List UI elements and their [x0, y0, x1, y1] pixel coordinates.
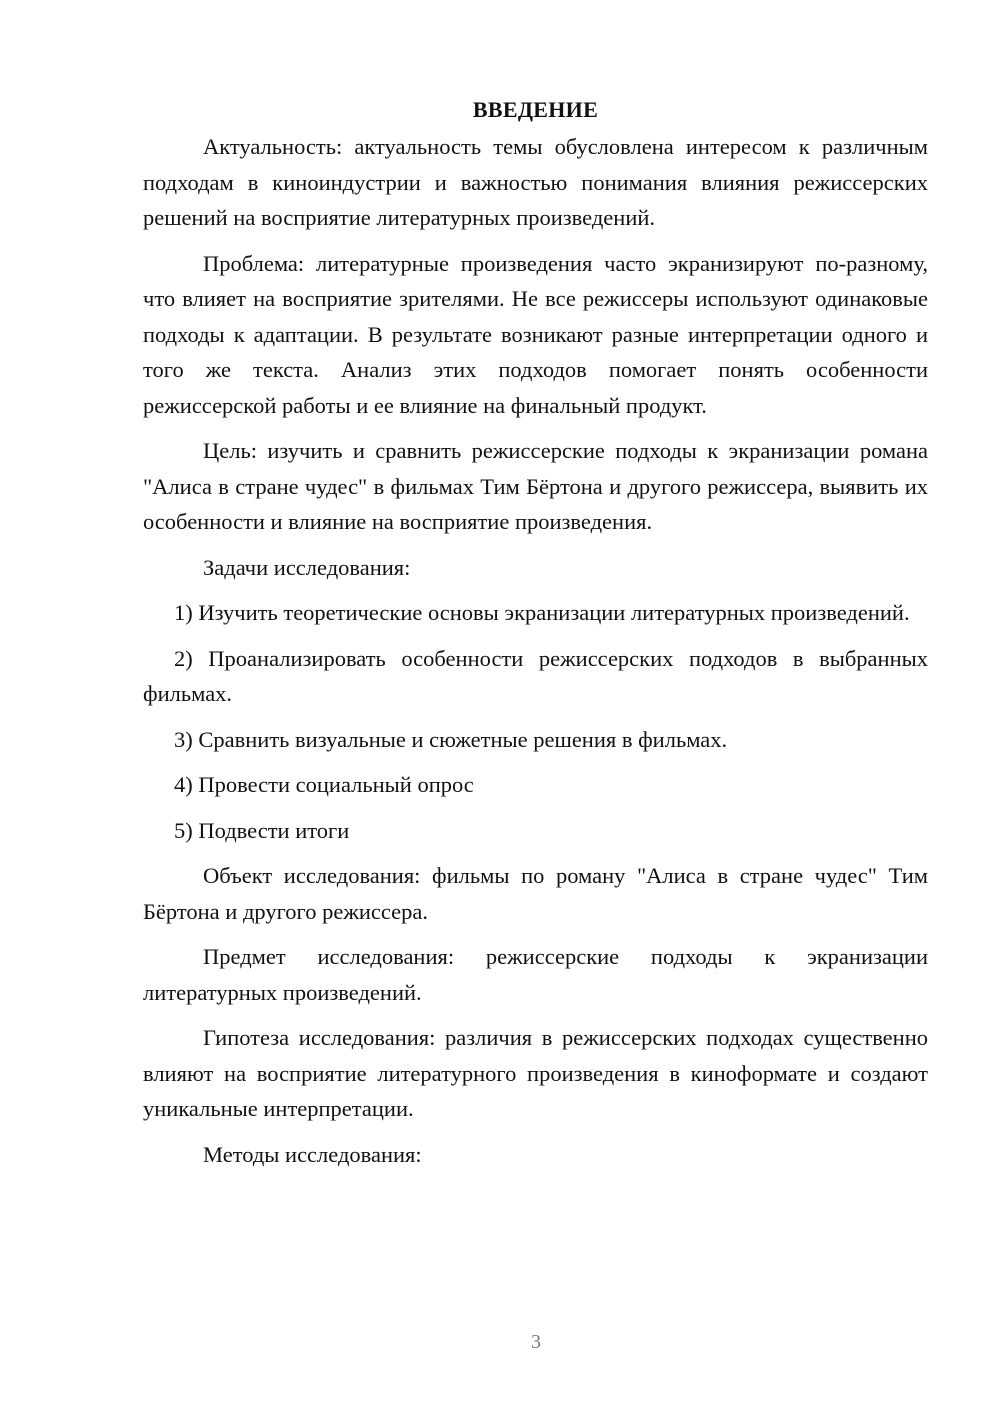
task-item-3: 3) Сравнить визуальные и сюжетные решения в фильмах. — [174, 726, 728, 752]
section-title: ВВЕДЕНИЕ — [472, 97, 599, 122]
task-item-5: 5) Подвести итоги — [174, 817, 350, 843]
tasks-heading: Задачи исследования: — [203, 554, 411, 580]
page-number: 3 — [531, 1331, 541, 1353]
paragraph-object: Объект исследования: фильмы по роману "Алиса в стране чудес" Тим Бёртона и другого режиссера. — [143, 863, 928, 924]
paragraph-subject: Предмет исследования: режиссерские подходы к экранизации литературных произведений. — [143, 944, 928, 1005]
task-item-2: 2) Проанализировать особенности режиссерских подходов в выбранных фильмах. — [143, 645, 928, 706]
task-item-4: 4) Провести социальный опрос — [174, 772, 474, 797]
paragraph-hypothesis: Гипотеза исследования: различия в режиссерских подходах существенно влияют на восприятие литературного произведения в киноформате и создают уникальные интерпретации. — [143, 1025, 928, 1121]
page-content — [143, 94, 928, 1182]
paragraph-goal: Цель: изучить и сравнить режиссерские подходы к экранизации романа "Алиса в стране чудес" в фильмах Тим Бёртона и другого режиссера, выявить их особенности и влияние на восприятие произведения. — [143, 438, 928, 534]
paragraph-methods: Методы исследования: — [203, 1141, 422, 1167]
task-item-1: 1) Изучить теоретические основы экранизации литературных произведений. — [174, 600, 910, 625]
paragraph-problem: Проблема: литературные произведения часто экранизируют по-разному, что влияет на восприятие зрителями. Не все режиссеры используют одинаковые подходы к адаптации. В результате возникают разные интерпретации одного и того же текста. Анализ этих подходов помогает понять особенности режиссерской работы и ее влияние на финальный продукт. — [143, 250, 928, 418]
paragraph-relevance: Актуальность: актуальность темы обусловлена интересом к различным подходам в киноиндустрии и важностью понимания влияния режиссерских решений на восприятие литературных произведений. — [143, 134, 928, 230]
